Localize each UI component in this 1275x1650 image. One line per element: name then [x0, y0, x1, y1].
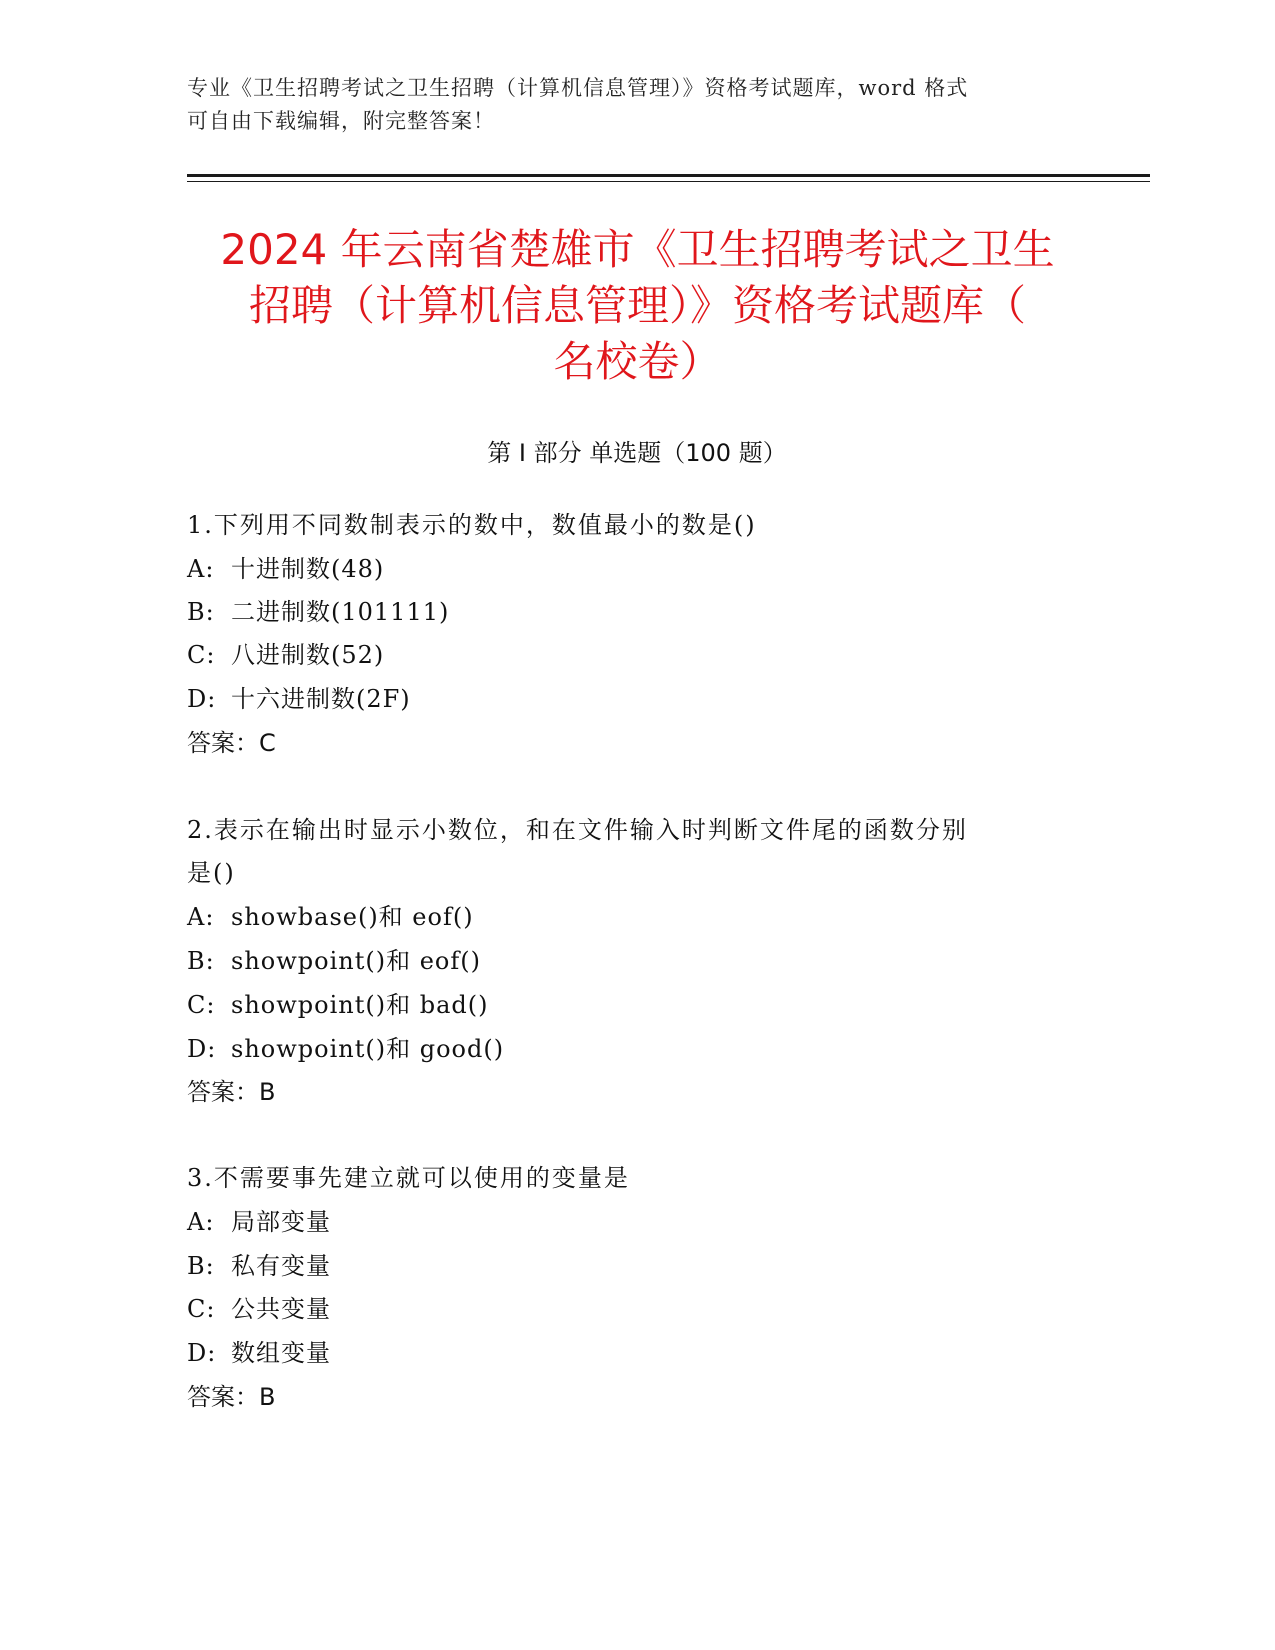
option-a: [187, 1207, 1087, 1237]
option-letter: D:: [187, 1339, 217, 1367]
option-text: showpoint()和 bad(): [231, 991, 489, 1019]
option-c: [187, 640, 1087, 670]
option-d: [187, 1338, 1087, 1368]
question-stem: 1.下列用不同数制表示的数中，数值最小的数是(): [187, 511, 757, 539]
option-text: 十进制数(48): [231, 555, 385, 583]
question-stem-continued: 是(): [187, 859, 236, 887]
option-b: [187, 1251, 1087, 1281]
answer-line: 答案：B: [187, 1383, 276, 1411]
section-heading: 第 I 部分 单选题（100 题）: [487, 439, 787, 467]
answer-line: 答案：C: [187, 729, 276, 757]
title-line-1: 2024 年云南省楚雄市《卫生招聘考试之卫生: [220, 225, 1055, 274]
title-line-3: 名校卷）: [553, 337, 722, 386]
option-letter: B:: [187, 947, 215, 975]
option-letter: A:: [187, 1208, 215, 1236]
option-c: [187, 1294, 1087, 1324]
option-text: 私有变量: [231, 1252, 331, 1280]
question-stem: 3.不需要事先建立就可以使用的变量是: [187, 1164, 630, 1192]
option-letter: C:: [187, 1295, 216, 1323]
title-line-2: 招聘（计算机信息管理）》资格考试题库（: [248, 281, 1026, 330]
answer-line: 答案：B: [187, 1078, 276, 1106]
option-d: [187, 1034, 1087, 1064]
option-text: 二进制数(101111): [231, 598, 450, 626]
option-letter: B:: [187, 1252, 215, 1280]
option-letter: D:: [187, 685, 217, 713]
option-letter: D:: [187, 1035, 217, 1063]
option-b: [187, 946, 1087, 976]
header-divider-thick: [187, 174, 1150, 177]
option-d: [187, 684, 1087, 714]
header-divider-thin: [187, 181, 1150, 182]
option-text: 十六进制数(2F): [231, 685, 411, 713]
option-letter: C:: [187, 641, 216, 669]
option-a: [187, 554, 1087, 584]
option-text: showbase()和 eof(): [231, 903, 474, 931]
option-text: 公共变量: [231, 1295, 331, 1323]
option-text: 局部变量: [231, 1208, 331, 1236]
option-letter: A:: [187, 903, 215, 931]
option-letter: C:: [187, 991, 216, 1019]
intro-line-1: 专业《卫生招聘考试之卫生招聘（计算机信息管理）》资格考试题库，word 格式: [187, 76, 969, 100]
intro-text: [187, 72, 1087, 138]
option-a: [187, 902, 1087, 932]
option-letter: B:: [187, 598, 215, 626]
option-text: showpoint()和 good(): [231, 1035, 505, 1063]
option-text: showpoint()和 eof(): [231, 947, 481, 975]
option-text: 数组变量: [231, 1339, 331, 1367]
option-c: [187, 990, 1087, 1020]
document-title: [170, 222, 1105, 390]
intro-line-2: 可自由下载编辑，附完整答案！: [187, 109, 495, 133]
question-stem: 2.表示在输出时显示小数位，和在文件输入时判断文件尾的函数分别: [187, 816, 968, 844]
option-letter: A:: [187, 555, 215, 583]
option-text: 八进制数(52): [231, 641, 385, 669]
option-b: [187, 597, 1087, 627]
